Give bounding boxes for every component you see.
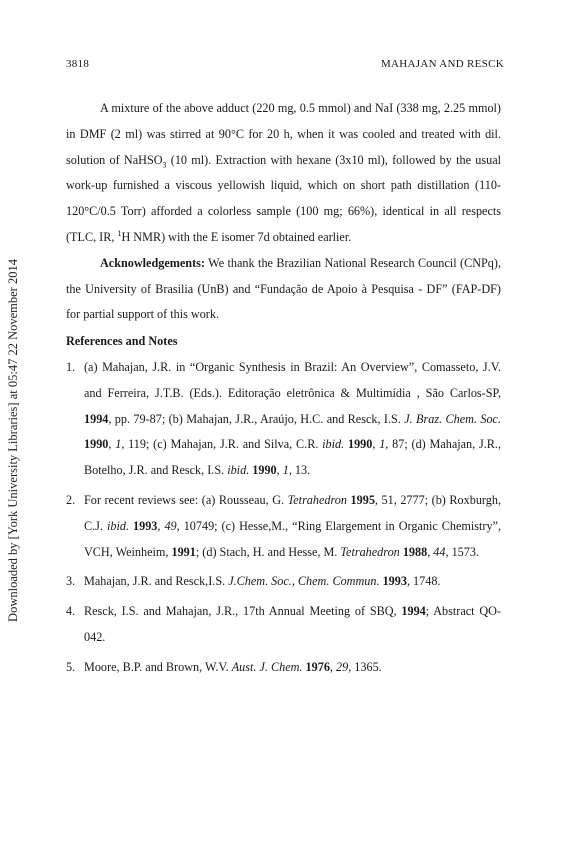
reference-number: 4. [66, 604, 76, 619]
reference-text: Moore, B.P. and Brown, W.V. Aust. J. Chem. 1976, 29, 1365. [84, 659, 382, 674]
reference-text: For recent reviews see: (a) Rousseau, G. Tetrahedron 1995, 51, 2777; (b) Roxburgh, C.J. ibid. 1993, 49, 10749; (c) Hesse,M., “Ring Elargement in Organic Chemistry”, VCH, Weinheim, 1991; (d) Stach, H. and Hesse, M. Tetrahedron 1988, 44, 1573. [84, 492, 502, 559]
experimental-paragraph [66, 96, 501, 251]
reference-number: 1. [66, 359, 76, 374]
references-heading: References and Notes [66, 334, 178, 349]
reference-number: 5. [66, 659, 76, 674]
running-head: MAHAJAN AND RESCK [380, 58, 504, 70]
download-watermark [2, 230, 24, 650]
page-body [66, 96, 501, 685]
superscript: 1 [117, 228, 122, 238]
reference-item [66, 599, 501, 651]
acknowledgements-label: Acknowledgements: [100, 255, 205, 270]
reference-text: Resck, I.S. and Mahajan, J.R., 17th Annual Meeting of SBQ, 1994; Abstract QO-042. [84, 604, 501, 644]
page-header [66, 58, 504, 70]
paragraph-text: A mixture of the above adduct (220 mg, 0.5 mmol) and NaI (338 mg, 2.25 mmol) in DMF (2 ml) was stirred at 90°C for 20 h, when it was cooled and treated with dil. solution of NaHSO [66, 101, 501, 167]
paragraph-text: (10 ml). Extraction with hexane (3x10 ml), followed by the usual work-up furnished a viscous yellowish liquid, which on short path distillation (110-120°C/0.5 Torr) afforded a colorless sample (100 mg; 66%), identical in all respects (TLC, IR, [66, 152, 501, 244]
download-watermark-text: Downloaded by [York University Libraries] at 05:47 22 November 2014 [5, 258, 20, 622]
reference-number: 2. [66, 492, 76, 507]
reference-item [66, 655, 501, 681]
reference-item [66, 355, 501, 484]
acknowledgements-text: We thank the Brazilian National Research Council (CNPq), the University of Brasilia (UnB) and “Fundação de Apoio à Pesquisa - DF” (FAP-DF) for partial support of this work. [66, 255, 501, 322]
paragraph-text: H NMR) with the E isomer 7d obtained earlier. [121, 229, 352, 244]
page-number: 3818 [66, 58, 90, 70]
acknowledgements-paragraph [66, 251, 501, 328]
subscript: 3 [162, 160, 167, 170]
reference-item [66, 569, 501, 595]
reference-list [66, 355, 501, 681]
reference-text: Mahajan, J.R. and Resck,I.S. J.Chem. Soc., Chem. Commun. 1993, 1748. [84, 574, 441, 589]
reference-item [66, 488, 501, 565]
reference-text: (a) Mahajan, J.R. in “Organic Synthesis in Brazil: An Overview”, Comasseto, J.V. and Ferreira, J.T.B. (Eds.). Editoração eletrônica & Multimídia , São Carlos-SP, 1994, pp. 79-87; (b) Mahajan, J.R., Araújo, H.C. and Resck, I.S. J. Braz. Chem. Soc. 1990, 1, 119; (c) Mahajan, J.R. and Silva, C.R. ibid. 1990, 1, 87; (d) Mahajan, J.R., Botelho, J.R. and Resck, I.S. ibid. 1990, 1, 13. [84, 359, 502, 478]
reference-number: 3. [66, 574, 76, 589]
